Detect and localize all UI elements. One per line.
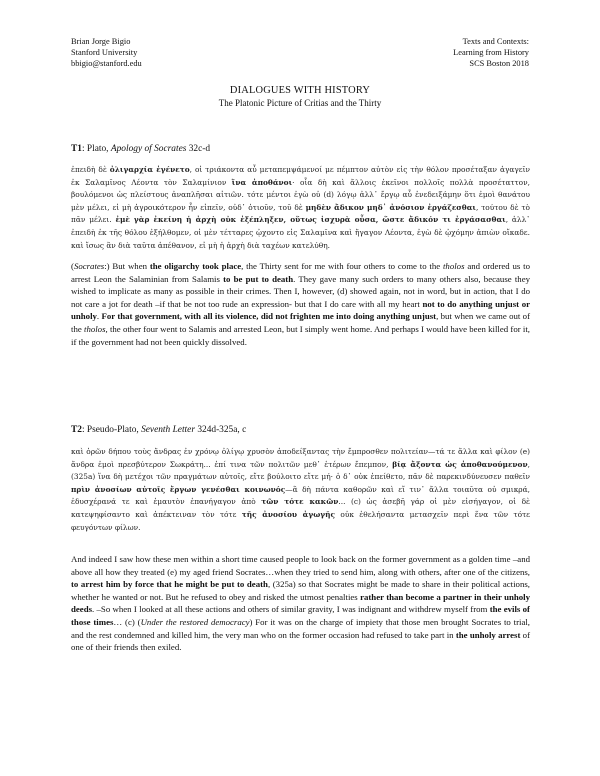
english-italic: Socrates <box>73 261 105 271</box>
panel-title-line2: Learning from History <box>453 48 529 57</box>
greek-segment: ἐπειδὴ δὲ <box>71 165 110 174</box>
english-segment: of one of their friends then exiled. <box>71 629 531 653</box>
t1-heading <box>71 143 530 155</box>
author-name: Brian Jorge Bigio <box>71 37 131 46</box>
english-segment: . <box>96 311 102 322</box>
t1-work: Apology of Socrates <box>110 144 187 154</box>
english-emphasis: to be put to death <box>223 273 294 284</box>
page-subtitle: The Platonic Picture of Critias and the Thirty <box>218 98 382 108</box>
greek-segment: οὐκ ἐθελήσαντα μετασχεῖν περὶ ἕνα τῶν τότε φευγόντων φίλων. <box>71 509 530 532</box>
t2-english-translation <box>71 553 530 654</box>
english-segment: . –So when I looked at all these actions and others of similar gravity, I was indignant and withdrew myself from <box>92 604 490 615</box>
t1-section <box>71 143 530 155</box>
t2-label: T2 <box>71 425 82 435</box>
english-italic: Under the restored democracy <box>140 616 250 627</box>
english-italic: tholos <box>442 261 465 271</box>
english-emphasis: to arrest him by force that he might be put to death <box>71 579 268 590</box>
panel-title-line1: Texts and Contexts: <box>462 37 529 46</box>
english-segment: , (325a) so that Socrates might be made to share in their political actions, whether he wanted or not. But he refused to obey and risked the utmost penalties <box>71 579 530 602</box>
t1-ref: 32c-d <box>186 144 211 154</box>
t2-heading <box>71 424 530 436</box>
page-title: DIALOGUES WITH HISTORY <box>229 85 371 96</box>
author-email[interactable]: bbigio@stanford.edu <box>71 59 142 68</box>
english-emphasis: rather than become a partner in their unholy deeds <box>71 591 530 615</box>
english-italic: tholos <box>84 323 106 334</box>
english-segment: and ordered us to arrest Leon the Salaminian from Salamis <box>71 261 530 284</box>
greek-segment: ... (c) ὡς ἀσεβῆ γάρ οἱ μὲν εἰσήγαγον, οἱ δὲ κατεψηφίσαντο καὶ ἀπέκτειναν τὸν τότε <box>71 497 530 519</box>
greek-emphasis: τῶν τότε κακῶν <box>261 497 339 507</box>
english-emphasis: the oligarchy took place <box>149 261 242 271</box>
english-segment: ) For it was on the charge of impiety that those men brought Socrates to trial, and the rest condemned and killed him, the very man who on the former occasion had refused to take part in <box>71 616 530 640</box>
greek-segment: , τούτου δὲ τὸ πᾶν μέλει. <box>71 202 530 225</box>
t2-work: Seventh Letter <box>141 425 195 435</box>
conference-header <box>453 36 529 69</box>
english-segment: , the other four went to Salamis and arrested Leon, but I simply went home. And perhaps I would have been killed for it, if the government had not been quickly dissolved. <box>71 323 530 347</box>
greek-segment: , οἱ τριάκοντα αὖ μεταπεμψάμενοί με πέμπτον αὐτὸν εἰς τὴν θόλον προσέταξαν ἀγαγεῖν ἐκ Σαλαμῖνος Λέοντα τὸν Σαλαμίνιον <box>71 165 530 187</box>
greek-emphasis: μηδὲν ἄδικον μηδ᾽ ἀνόσιον ἐργάζεσθαι <box>305 202 476 212</box>
t2-ref: 324d-325a, c <box>194 425 247 435</box>
english-segment: . They gave many such orders to many others also, because they wished to implicate as many as possible in their crimes. Then I, however, (d) showed again, not in word, but in action, that I do not care a jot for death –if that be not too rude an expression- but that I do care with all my heart <box>71 273 531 309</box>
english-emphasis: not to do anything unjust or unholy <box>71 298 530 322</box>
english-segment: ( <box>71 261 74 271</box>
english-segment: , but when we came out of the <box>71 311 531 334</box>
greek-emphasis: τῆς ἀνοσίου ἀγωγῆς <box>241 509 336 519</box>
t2-section <box>71 424 530 436</box>
t2-author: : Pseudo-Plato, <box>81 425 142 435</box>
conference-name: SCS Boston 2018 <box>469 59 529 68</box>
english-emphasis: For that government, with all its violence, did not frighten me into doing anything unjust <box>101 311 437 322</box>
author-header <box>71 36 142 69</box>
english-segment: , the Thirty sent for me with four others to come to the <box>241 261 443 271</box>
greek-emphasis: ἐμὲ γὰρ ἐκείνη ἡ ἀρχὴ οὐκ ἐξέπληξεν, οὕτως ἰσχυρὰ οὖσα, ὥστε ἄδικόν τι ἐργάσασθαι <box>115 215 506 225</box>
english-segment: And indeed I saw how these men within a short time caused people to look back on the former government as a golden time –and above all how they treated (e) my aged friend Socrates…when they tried to send him, along with others, after one of the citizens, <box>71 554 530 577</box>
t1-greek-text <box>71 164 530 252</box>
title-block <box>0 84 600 109</box>
english-segment: :) But when <box>104 261 150 271</box>
greek-emphasis: πρὶν ἀνοσίων αὐτοῖς ἔργων γενέσθαι κοινωνός <box>71 484 286 494</box>
t1-label: T1 <box>71 144 82 154</box>
t2-greek-text <box>71 446 530 534</box>
greek-emphasis: ἵνα ἀποθάνοι <box>231 177 293 187</box>
english-segment: … (c) ( <box>113 616 141 627</box>
author-affiliation: Stanford University <box>71 48 138 57</box>
greek-segment: , ἀλλ᾽ ἐπειδὴ ἐκ τῆς θόλου ἐξήλθομεν, οἱ μὲν τέτταρες ᾠχοντο εἰς Σαλαμῖνα καὶ ἤγαγον Λέοντα, ἐγὼ δὲ ᾠχόμην ἀπιὼν οἴκαδε. καὶ ἴσως ἂν διὰ ταῦτα ἀπέθανον, εἰ μὴ ἡ ἀρχὴ διὰ ταχέων κατελύθη. <box>71 215 530 250</box>
t1-author: : Plato, <box>81 144 111 154</box>
greek-segment: , (325a) ἵνα δὴ μετέχοι τῶν πραγμάτων αὐτοῖς, εἴτε βούλοιτο εἴτε μή· ὁ δ᾽ οὐκ ἐπείθετο, πᾶν δὲ παρεκινδύνευσεν παθεῖν <box>71 459 530 482</box>
greek-emphasis: βίᾳ ἄξοντα ὡς ἀποθανούμενον <box>392 459 528 469</box>
greek-segment: · οἷα δὴ καὶ ἄλλοις ἐκεῖνοι πολλοῖς πολλὰ προσέταττον, βουλόμενοι ὡς πλείστους ἀναπλῆσαι αἰτιῶν. τότε μέντοι ἐγὼ οὐ (d) λόγῳ ἀλλ᾽ ἔργῳ αὖ ἐνεδειξάμην ὅτι ἐμοὶ θανάτου μὲν μέλει, εἰ μὴ ἀγροικότερον ἦν εἰπεῖν, οὐδ᾽ ὁτιοῦν, τοῦ δὲ <box>71 177 530 212</box>
greek-emphasis: ὀλιγαρχία ἐγένετο <box>109 165 190 174</box>
english-emphasis: the evils of those times <box>71 604 530 627</box>
greek-segment: καὶ ὁρῶν δήπου τοὺς ἄνδρας ἐν χρόνῳ ὀλίγῳ χρυσὸν ἀποδείξαντας τὴν ἔμπροσθεν πολιτείαν—τά τε ἄλλα καὶ φίλον (e) ἄνδρα ἐμοὶ πρεσβύτερον Σωκράτη... ἐπί τινα τῶν πολιτῶν μεθ᾽ ἑτέρων ἔπεμπον, <box>71 447 530 469</box>
greek-segment: —ἃ δὴ πάντα καθορῶν καὶ εἴ τιν᾽ ἄλλα τοιαῦτα οὐ σμικρά, ἐδυσχέρανά τε καὶ ἐμαυτὸν ἐπανήγαγον ἀπὸ <box>71 484 530 507</box>
t1-english-translation <box>71 260 530 348</box>
english-emphasis: the unholy arrest <box>455 629 521 640</box>
